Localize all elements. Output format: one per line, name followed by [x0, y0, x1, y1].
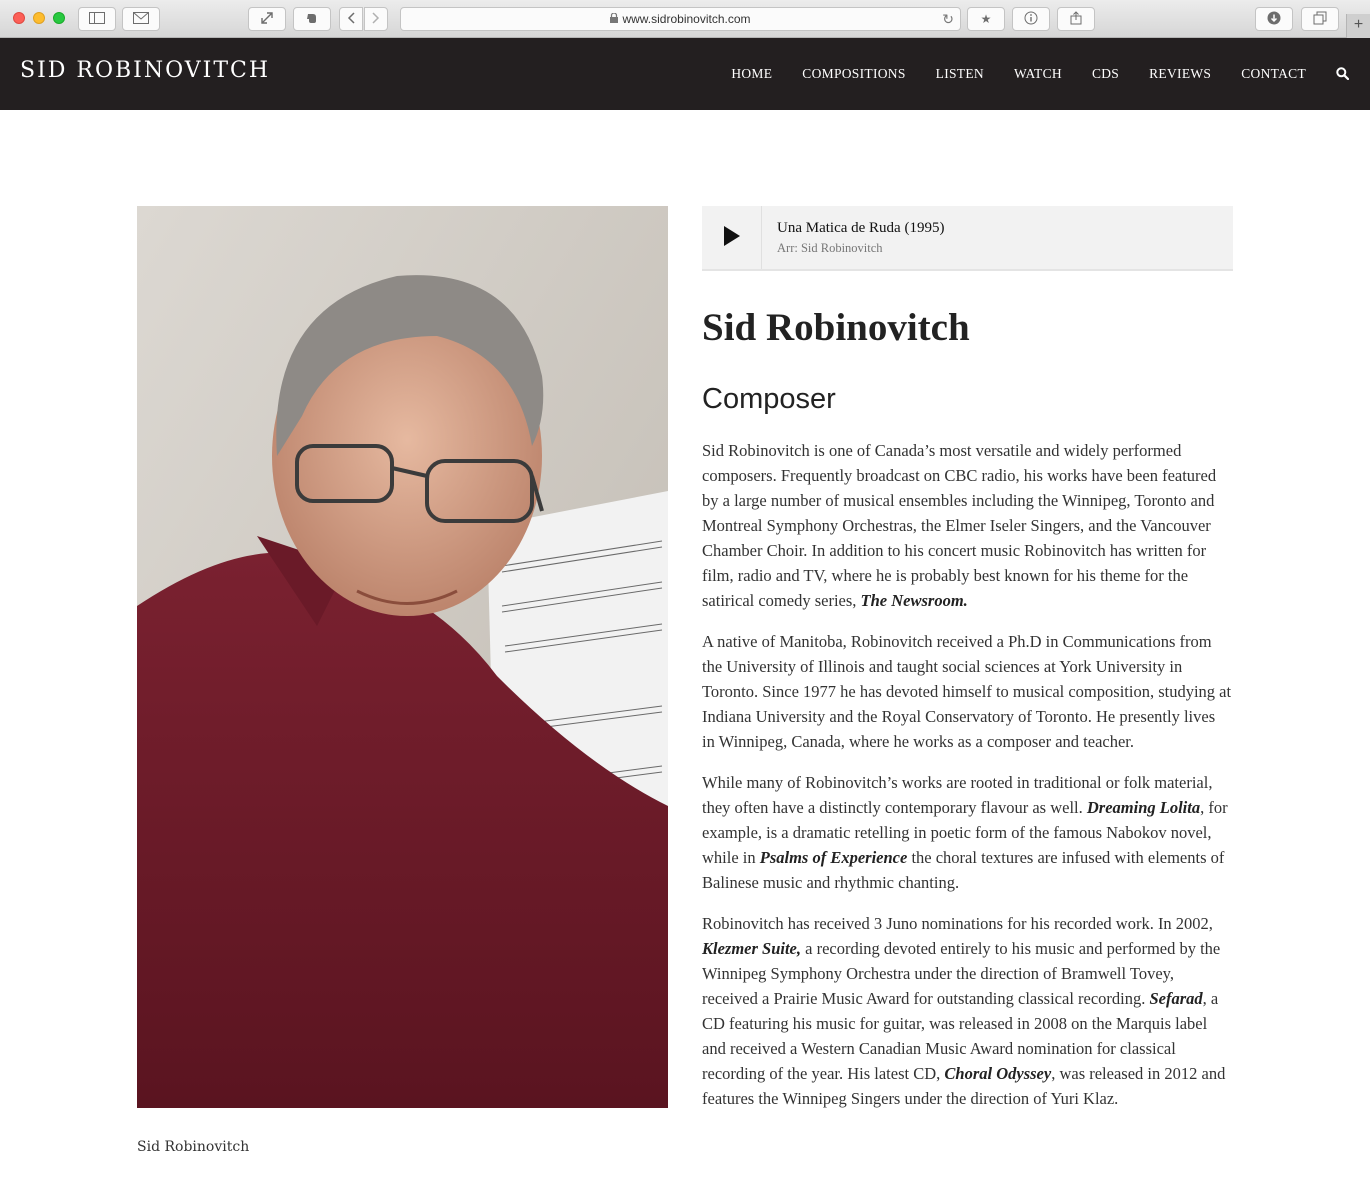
star-icon: ★ — [980, 12, 992, 26]
reload-icon[interactable]: ↻ — [942, 11, 954, 27]
work-title: The Newsroom. — [860, 591, 968, 610]
sidebar-toggle-button[interactable] — [78, 7, 116, 31]
photo-caption: Sid Robinovitch — [137, 1139, 250, 1155]
nav-compositions[interactable]: COMPOSITIONS — [802, 66, 906, 81]
forward-button[interactable] — [364, 7, 388, 31]
download-icon — [1267, 11, 1281, 28]
close-window-button[interactable] — [13, 12, 25, 24]
work-title: Klezmer Suite, — [702, 939, 802, 958]
play-button[interactable] — [702, 206, 762, 269]
nav-watch[interactable]: WATCH — [1013, 66, 1062, 81]
sidebar-icon — [89, 12, 105, 27]
bio-paragraph: A native of Manitoba, Robinovitch received a Ph.D in Communications from the University of Illinois and taught social sciences at York University in Toronto. Since 1977 he has devoted himself to musical composition, studying at Indiana University and the Royal Conservatory of Toronto. He presently lives in Winnipeg, Canada, where he works as a composer and teacher. — [702, 632, 1232, 751]
bio-text: , for example, is a dramatic retelling in poetic form of the famous Nabokov novel, while in — [702, 798, 1228, 867]
expand-icon — [260, 11, 274, 28]
site-logo[interactable]: SID ROBINOVITCH — [20, 58, 271, 83]
track-title: Una Matica de Ruda (1995) — [777, 220, 945, 236]
nav-listen[interactable]: LISTEN — [935, 66, 984, 81]
main-nav — [701, 38, 1370, 110]
bio-paragraph — [702, 770, 1232, 895]
nav-reviews[interactable]: REVIEWS — [1149, 66, 1212, 81]
biography — [702, 438, 1232, 1127]
bio-paragraph — [702, 438, 1232, 613]
play-icon — [724, 226, 740, 250]
browser-toolbar — [0, 0, 1370, 38]
bio-text: Robinovitch has received 3 Juno nominations for his recorded work. In 2002, — [702, 914, 1213, 933]
plus-icon: + — [1353, 16, 1364, 33]
site-header — [0, 38, 1370, 110]
bio-paragraph — [702, 911, 1232, 1111]
page-subtitle: Composer — [702, 383, 836, 415]
bio-text: a recording devoted entirely to his music and performed by the Winnipeg Symphony Orchestra under the direction of Bramwell Tovey, received a Prairie Music Award for outstanding classical recording. — [702, 939, 1221, 1008]
zoom-window-button[interactable] — [53, 12, 65, 24]
new-tab-button[interactable] — [1346, 14, 1370, 38]
url-text: www.sidrobinovitch.com — [622, 12, 751, 26]
evernote-button[interactable] — [293, 7, 331, 31]
bio-text: While many of Robinovitch’s works are rooted in traditional or folk material, they often have a distinctly contemporary flavour as well. — [702, 773, 1213, 817]
bio-text: , a CD featuring his music for guitar, was released in 2008 on the Marquis label and received a Western Canadian Music Award nomination for classical recording of the year. His latest CD, — [702, 989, 1219, 1083]
bookmark-button[interactable] — [967, 7, 1005, 31]
nav-cds[interactable]: CDS — [1091, 66, 1120, 81]
bio-text: Sid Robinovitch is one of Canada’s most versatile and widely performed composers. Frequently broadcast on CBC radio, his works have been featured by a large number of musical ensembles including the Winnipeg, Toronto and Montreal Symphony Orchestras, the Elmer Iseler Singers, and the Vancouver Chamber Choir. In addition to his concert music Robinovitch has written for film, radio and TV, where he is probably best known for his theme for the satirical comedy series, — [702, 441, 1217, 610]
bio-text: the choral textures are infused with elements of Balinese music and rhythmic chanting. — [702, 848, 1225, 892]
fullscreen-button[interactable] — [248, 7, 286, 31]
mail-button[interactable] — [122, 7, 160, 31]
nav-contact[interactable]: CONTACT — [1241, 66, 1306, 81]
work-title: Choral Odyssey — [944, 1064, 1052, 1083]
share-icon — [1070, 11, 1082, 28]
mail-icon — [133, 12, 149, 27]
info-icon — [1024, 11, 1038, 28]
elephant-icon — [305, 11, 319, 28]
work-title: Psalms of Experience — [759, 848, 908, 867]
back-button[interactable] — [339, 7, 363, 31]
lock-icon — [610, 13, 618, 26]
tabs-overview-button[interactable] — [1301, 7, 1339, 31]
track-arranger: Arr: Sid Robinovitch — [777, 241, 883, 255]
portrait-photo — [137, 206, 668, 1108]
search-icon[interactable] — [1336, 67, 1350, 81]
page-title: Sid Robinovitch — [702, 306, 970, 349]
info-button[interactable] — [1012, 7, 1050, 31]
downloads-button[interactable] — [1255, 7, 1293, 31]
minimize-window-button[interactable] — [33, 12, 45, 24]
chevron-left-icon — [347, 12, 355, 27]
tabs-icon — [1313, 11, 1327, 28]
work-title: Sefarad — [1149, 989, 1203, 1008]
audio-player — [702, 206, 1233, 271]
address-bar[interactable] — [400, 7, 961, 31]
nav-home[interactable]: HOME — [731, 66, 773, 81]
share-button[interactable] — [1057, 7, 1095, 31]
chevron-right-icon — [372, 12, 380, 27]
bio-text: , was released in 2012 and features the Winnipeg Singers under the direction of Yuri Klaz. — [702, 1064, 1226, 1108]
work-title: Dreaming Lolita — [1086, 798, 1201, 817]
